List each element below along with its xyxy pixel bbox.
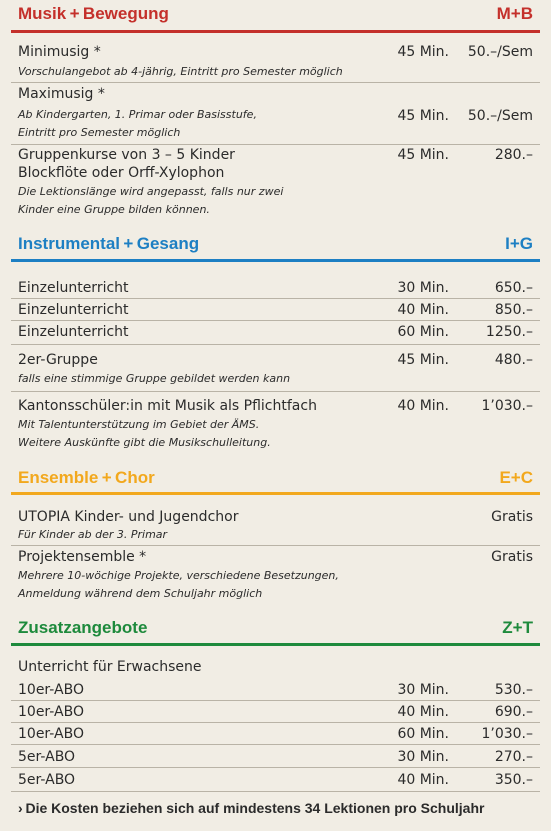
offer-note: Mehrere 10-wöchige Projekte, verschiedene Besetzungen,	[18, 569, 339, 582]
offer-name: Einzelunterricht	[18, 302, 129, 318]
offer-name: 5er-ABO	[18, 749, 76, 765]
table-row	[18, 146, 533, 164]
table-row	[18, 85, 533, 103]
offer-name: 10er-ABO	[18, 704, 84, 720]
offer-note: Vorschulangebot ab 4-jährig, Eintritt pro Semester möglich	[18, 65, 343, 78]
offer-name: Maximusig *	[18, 86, 105, 102]
table-row	[18, 164, 533, 182]
offer-duration: 30 Min.	[397, 749, 449, 765]
table-row	[18, 397, 533, 415]
offer-duration: 40 Min.	[397, 398, 449, 414]
offer-duration: 45 Min.	[397, 44, 449, 60]
offer-price: 530.–	[494, 682, 533, 698]
offer-name: Minimusig *	[18, 44, 101, 60]
section-rule	[11, 259, 540, 262]
offer-note: Kinder eine Gruppe bilden können.	[18, 203, 210, 216]
offer-duration: 45 Min.	[397, 147, 449, 163]
offer-price: 50.–/Sem	[467, 108, 533, 124]
table-row	[18, 323, 533, 341]
offer-name: Unterricht für Erwachsene	[18, 659, 202, 675]
row-divider	[11, 82, 540, 83]
offer-price: 1250.–	[485, 324, 533, 340]
offer-price: 480.–	[494, 352, 533, 368]
offer-name: Einzelunterricht	[18, 324, 129, 340]
offer-name: 10er-ABO	[18, 682, 84, 698]
offer-duration: 60 Min.	[397, 324, 449, 340]
offer-price: 280.–	[494, 147, 533, 163]
offer-price: 650.–	[494, 280, 533, 296]
offer-name-line2: Blockflöte oder Orff-Xylophon	[18, 165, 225, 181]
section-header-ensemble-chor	[11, 468, 540, 488]
offer-name: 2er-Gruppe	[18, 352, 98, 368]
offer-price: 690.–	[494, 704, 533, 720]
row-divider	[11, 344, 540, 345]
section-code: M+B	[496, 4, 533, 23]
offer-note: Die Lektionslänge wird angepasst, falls nur zwei	[18, 185, 284, 198]
section-code: Z+T	[502, 618, 533, 637]
offer-name: Gruppenkurse von 3 – 5 Kinder	[18, 147, 235, 163]
row-divider	[11, 722, 540, 723]
offer-name: Kantonsschüler:in mit Musik als Pflichtfach	[18, 398, 317, 414]
offer-name: Einzelunterricht	[18, 280, 129, 296]
offer-duration: 40 Min.	[397, 772, 449, 788]
offer-price: 1’030.–	[481, 726, 533, 742]
row-divider	[11, 767, 540, 768]
table-row	[18, 351, 533, 369]
row-divider	[11, 791, 540, 792]
offer-price: 1’030.–	[481, 398, 533, 414]
offer-duration: 60 Min.	[397, 726, 449, 742]
table-row	[18, 748, 533, 766]
offer-duration: 45 Min.	[397, 108, 449, 124]
table-row	[18, 508, 533, 526]
offer-duration: 40 Min.	[397, 704, 449, 720]
offer-duration: 40 Min.	[397, 302, 449, 318]
offer-price: 270.–	[494, 749, 533, 765]
table-row	[18, 43, 533, 61]
section-code: E+C	[499, 468, 533, 487]
table-row	[18, 681, 533, 699]
footer-note: › Die Kosten beziehen sich auf mindestens 34 Lektionen pro Schuljahr	[18, 800, 485, 816]
section-rule	[11, 643, 540, 646]
offer-price: Gratis	[491, 549, 533, 565]
offer-duration: 30 Min.	[397, 280, 449, 296]
table-row	[18, 301, 533, 319]
section-rule	[11, 492, 540, 495]
row-divider	[11, 144, 540, 145]
row-divider	[11, 298, 540, 299]
offer-name: UTOPIA Kinder- und Jugendchor	[18, 509, 239, 525]
section-rule	[11, 30, 540, 33]
offer-note: Ab Kindergarten, 1. Primar oder Basisstufe,	[18, 108, 257, 121]
row-divider	[11, 700, 540, 701]
section-title: Ensemble + Chor	[18, 468, 155, 487]
section-header-zusatzangebote	[11, 618, 540, 638]
table-row	[18, 548, 533, 566]
section-title: Instrumental + Gesang	[18, 234, 200, 253]
row-divider	[11, 320, 540, 321]
table-row	[18, 725, 533, 743]
section-header-instrumental-gesang	[11, 234, 540, 254]
table-row	[18, 279, 533, 297]
section-code: I+G	[505, 234, 533, 253]
offer-note: Mit Talentunterstützung im Gebiet der ÄMS.	[18, 418, 260, 431]
offer-price: 850.–	[494, 302, 533, 318]
offer-price: Gratis	[491, 509, 533, 525]
row-divider	[11, 391, 540, 392]
offer-note: falls eine stimmige Gruppe gebildet werden kann	[18, 372, 291, 385]
table-row	[18, 658, 533, 676]
offer-name: 10er-ABO	[18, 726, 84, 742]
row-divider	[11, 545, 540, 546]
offer-note: Anmeldung während dem Schuljahr möglich	[18, 587, 263, 600]
offer-note: Weitere Auskünfte gibt die Musikschulleitung.	[18, 436, 271, 449]
offer-note: Für Kinder ab der 3. Primar	[18, 528, 168, 541]
offer-note: Eintritt pro Semester möglich	[18, 126, 181, 139]
offer-duration: 45 Min.	[397, 352, 449, 368]
row-divider	[11, 744, 540, 745]
offer-name: 5er-ABO	[18, 772, 76, 788]
offer-name: Projektensemble *	[18, 549, 147, 565]
section-title: Musik + Bewegung	[18, 4, 169, 23]
offer-price: 50.–/Sem	[467, 44, 533, 60]
section-header-musik-bewegung	[11, 4, 540, 24]
section-title: Zusatzangebote	[18, 618, 148, 637]
offer-price: 350.–	[494, 772, 533, 788]
table-row	[18, 703, 533, 721]
offer-duration: 30 Min.	[397, 682, 449, 698]
table-row	[18, 771, 533, 789]
